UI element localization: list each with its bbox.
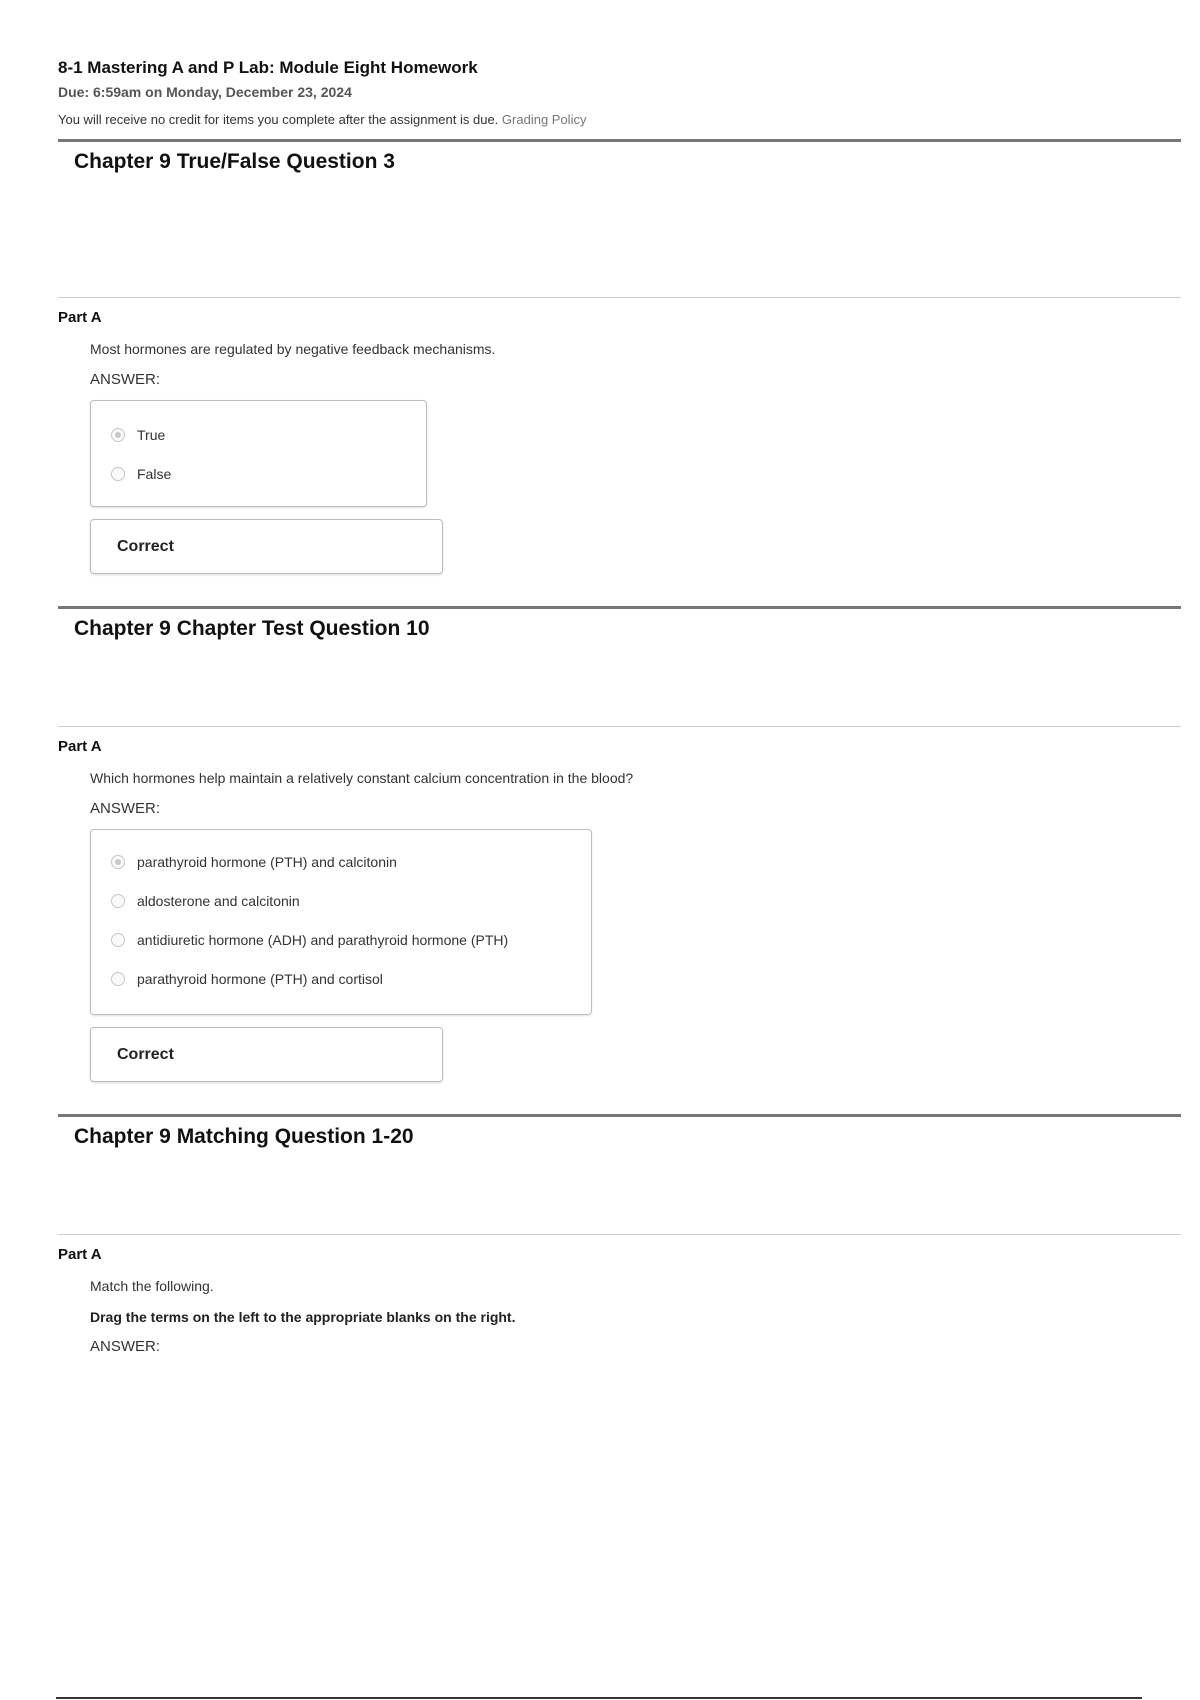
part-label: Part A bbox=[58, 1246, 102, 1263]
answer-option[interactable] bbox=[111, 415, 408, 454]
assignment-title: 8-1 Mastering A and P Lab: Module Eight Homework bbox=[58, 58, 478, 77]
question-prompt: Most hormones are regulated by negative feedback mechanisms. bbox=[90, 341, 496, 357]
late-credit-note bbox=[58, 111, 1181, 129]
answer-label: ANSWER: bbox=[90, 1338, 161, 1355]
question-section-2 bbox=[58, 606, 1181, 1082]
answer-option-label: True bbox=[137, 426, 166, 443]
question-prompt: Which hormones help maintain a relatively constant calcium concentration in the blood? bbox=[90, 770, 634, 786]
part-body bbox=[58, 1276, 1181, 1357]
radio-unselected-icon[interactable] bbox=[111, 972, 125, 986]
question-instruction: Drag the terms on the left to the appropriate blanks on the right. bbox=[90, 1309, 516, 1325]
answer-option[interactable] bbox=[111, 842, 573, 881]
answer-option[interactable] bbox=[111, 454, 408, 493]
grading-policy-link[interactable]: Grading Policy bbox=[501, 112, 587, 127]
answer-option-label: antidiuretic hormone (ADH) and parathyroid hormone (PTH) bbox=[137, 931, 509, 948]
part-divider bbox=[58, 297, 1181, 298]
radio-unselected-icon[interactable] bbox=[111, 894, 125, 908]
part-label: Part A bbox=[58, 309, 102, 326]
late-credit-text: You will receive no credit for items you complete after the assignment is due. bbox=[58, 112, 499, 127]
answer-label: ANSWER: bbox=[90, 800, 161, 817]
radio-selected-icon[interactable] bbox=[111, 428, 125, 442]
question-section-1 bbox=[58, 139, 1181, 574]
result-status-text: Correct bbox=[117, 1045, 174, 1063]
page-bottom-divider bbox=[56, 1697, 1142, 1699]
answer-option-label: False bbox=[137, 465, 172, 482]
part-body bbox=[58, 768, 1181, 1082]
radio-selected-icon[interactable] bbox=[111, 855, 125, 869]
part-body bbox=[58, 339, 1181, 574]
part-divider bbox=[58, 726, 1181, 727]
radio-unselected-icon[interactable] bbox=[111, 933, 125, 947]
question-title: Chapter 9 Matching Question 1-20 bbox=[74, 1125, 414, 1148]
result-status-text: Correct bbox=[117, 537, 174, 555]
result-feedback-box bbox=[90, 519, 443, 574]
question-section-3 bbox=[58, 1114, 1181, 1357]
question-title: Chapter 9 Chapter Test Question 10 bbox=[74, 617, 430, 640]
result-feedback-box bbox=[90, 1027, 443, 1082]
part-label: Part A bbox=[58, 738, 102, 755]
answer-options-box bbox=[90, 400, 427, 507]
part-divider bbox=[58, 1234, 1181, 1235]
answer-option[interactable] bbox=[111, 881, 573, 920]
answer-option-label: parathyroid hormone (PTH) and cortisol bbox=[137, 970, 383, 987]
question-title: Chapter 9 True/False Question 3 bbox=[74, 150, 395, 173]
answer-option-label: aldosterone and calcitonin bbox=[137, 892, 300, 909]
answer-option-label: parathyroid hormone (PTH) and calcitonin bbox=[137, 853, 397, 870]
radio-unselected-icon[interactable] bbox=[111, 467, 125, 481]
answer-options-box bbox=[90, 829, 592, 1015]
assignment-due-date: Due: 6:59am on Monday, December 23, 2024 bbox=[58, 84, 352, 100]
answer-option[interactable] bbox=[111, 959, 573, 998]
homework-page bbox=[58, 56, 1181, 1357]
answer-option[interactable] bbox=[111, 920, 573, 959]
answer-label: ANSWER: bbox=[90, 371, 161, 388]
question-prompt: Match the following. bbox=[90, 1278, 214, 1294]
